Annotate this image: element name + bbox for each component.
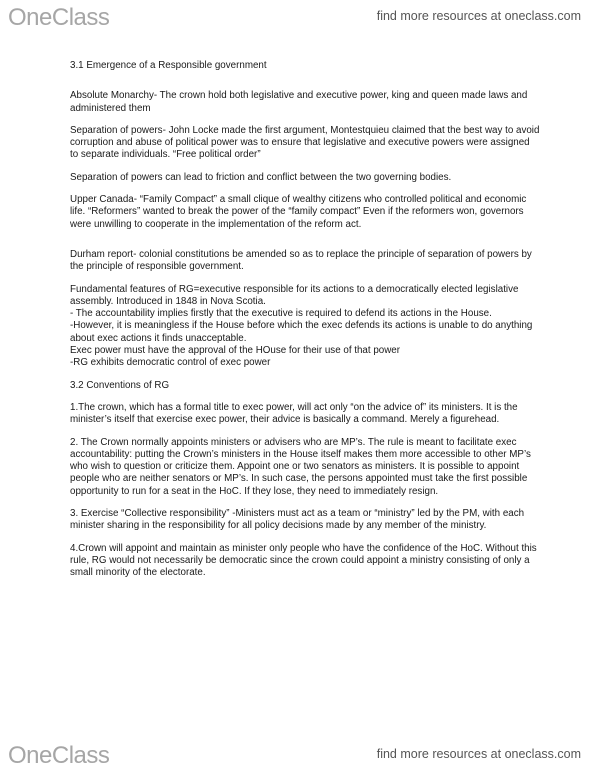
logo-text: OneClass	[8, 742, 110, 769]
logo-text: OneClass	[8, 4, 110, 31]
paragraph: Durham report- colonial constitutions be amended so as to replace the principle of separation of powers by the principle of responsible government.	[70, 248, 532, 273]
resources-link[interactable]: find more resources at oneclass.com	[376, 9, 581, 23]
paragraph: Fundamental features of RG=executive responsible for its actions to a democratically elected legislative assembly. Introduced in 1848 in Nova Scotia.	[70, 283, 519, 307]
section-heading: 3.1 Emergence of a Responsible government	[70, 60, 267, 71]
paragraph: 3. Exercise “Collective responsibility” -Ministers must act as a team or “ministry” led by the PM, with each minister sharing in the responsibility for all policy decisions made by any member of the ministry.	[70, 508, 525, 532]
paragraph-line: Exec power must have the approval of the HOuse for their use of that power	[70, 345, 401, 357]
paragraph: Separation of powers can lead to friction and conflict between the two governing bodies.	[70, 171, 452, 183]
paragraph: 2. The Crown normally appoints ministers or advisers who are MP’s. The rule is meant to facilitate exec accountability: putting the Crown’s ministers in the House itself makes them more accessible to other MP’s who wish to question or criticize them. Appoint one or two senators as ministers. It is possible to appoint people who are neither senators or MP’s. In such case, the persons appointed must take the first possible opportunity to run for a seat in the HoC. If they lose, they need to immediately resign.	[70, 436, 531, 497]
paragraph: Separation of powers- John Locke made the first argument, Montestquieu claimed that the best way to avoid corruption and abuse of political power was to ensure that legislative and executive powers were assigned to separate individuals. “Free political order”	[70, 124, 540, 161]
document-body	[70, 60, 540, 580]
section-heading: 3.2 Conventions of RG	[70, 379, 170, 391]
oneclass-logo[interactable]	[8, 4, 109, 32]
paragraph: 1.The crown, which has a formal title to exec power, will act only “on the advice of” its ministers. It is the minister’s itself that exercise exec power, their advice is basically a command. Merely a figurehead.	[70, 401, 518, 426]
page-footer	[0, 736, 595, 770]
paragraph: Upper Canada- “Family Compact” a small clique of wealthy citizens who controlled political and economic life. “Reformers” wanted to break the power of the “family compact” Even if the reformers won, governors were unwilling to cooperate in the implementation of the reform act.	[70, 194, 527, 230]
oneclass-logo[interactable]	[8, 742, 109, 770]
resources-link[interactable]: find more resources at oneclass.com	[376, 747, 581, 761]
paragraph-line: -However, it is meaningless if the House before which the exec defends its actions is unable to do anything about exec actions it finds unacceptable.	[70, 320, 533, 344]
paragraph: Absolute Monarchy- The crown hold both legislative and executive power, king and queen made laws and administered them	[70, 90, 528, 114]
paragraph-line: -RG exhibits democratic control of exec power	[70, 357, 271, 369]
page-header	[0, 0, 595, 34]
paragraph: 4.Crown will appoint and maintain as minister only people who have the confidence of the HoC. Without this rule, RG would not necessarily be democratic since the crown could appoint a ministry consisting of only a small minority of the electorate.	[70, 542, 537, 579]
paragraph-line: - The accountability implies firstly that the executive is required to defend its actions in the House.	[70, 308, 492, 320]
